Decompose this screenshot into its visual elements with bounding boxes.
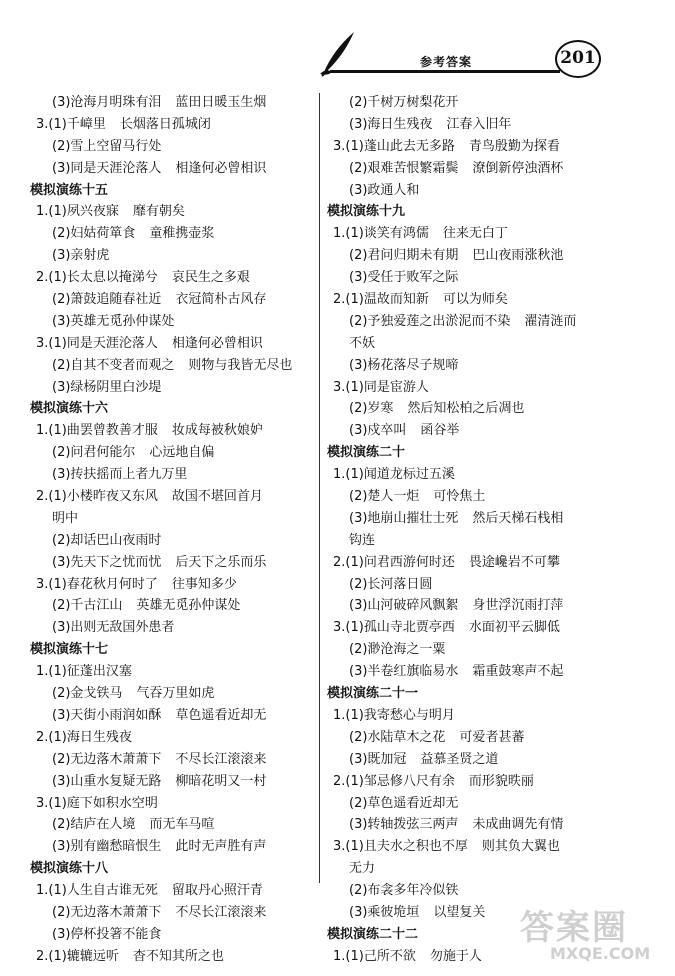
answer-line xyxy=(30,289,315,311)
answer-line xyxy=(30,420,315,442)
answer-text: (3)乘彼垝垣 xyxy=(349,904,420,920)
answer-text: (3)亲射虎 xyxy=(52,248,110,264)
answer-text: 1.(1)谈笑有鸿儒 xyxy=(333,226,429,242)
answer-text-second: 杳不知其所之也 xyxy=(132,948,224,964)
answer-text-second: 霜重鼓寒声不起 xyxy=(472,664,564,680)
answer-text-second: 而无车马喧 xyxy=(149,817,215,833)
answer-line xyxy=(327,508,627,530)
answer-text: (3)抟扶摇而上者九万里 xyxy=(52,467,188,483)
answer-text-second: 往来无白丁 xyxy=(442,226,508,242)
answer-text: (3)先天下之忧而忧 xyxy=(52,554,162,570)
answer-text-second: 未成曲调先有情 xyxy=(472,817,564,833)
answer-line xyxy=(327,289,627,311)
answer-text: (3)绿杨阴里白沙堤 xyxy=(52,379,162,395)
answer-text: 明中 xyxy=(52,510,79,526)
answer-line xyxy=(30,705,315,727)
answer-line xyxy=(327,464,627,486)
answer-text-second: 勿施于人 xyxy=(429,948,482,964)
answer-text-second: 童稚携壶浆 xyxy=(149,226,215,242)
answer-text-second: 身世浮沉雨打萍 xyxy=(472,598,564,614)
answer-text-second: 函谷举 xyxy=(420,423,460,439)
answer-text: 3.(1)千嶂里 xyxy=(36,116,106,132)
answer-line xyxy=(327,245,627,267)
answer-text-second: 相逢何必曾相识 xyxy=(171,335,263,351)
answer-text: 1.(1)曲罢曾教善才服 xyxy=(36,423,158,439)
section-heading xyxy=(327,201,627,223)
answer-line xyxy=(327,639,627,661)
answer-text: (3)别有幽愁暗恨生 xyxy=(52,839,162,855)
answer-text: (2)水陆草木之花 xyxy=(349,729,446,745)
answer-line xyxy=(327,420,627,442)
answer-text: (2)妇姑荷箪食 xyxy=(52,226,136,242)
answer-text: 2.(1)辘辘远听 xyxy=(36,948,119,964)
answer-text: (2)千古江山 xyxy=(52,598,123,614)
answer-text: (3)半卷红旗临易水 xyxy=(349,664,459,680)
answer-text: 1.(1)我寄愁心与明月 xyxy=(333,707,455,723)
watermark-text: 答案圈 xyxy=(520,908,628,948)
answer-line xyxy=(30,355,315,377)
answer-line xyxy=(30,245,315,267)
answer-line xyxy=(30,595,315,617)
answer-line xyxy=(327,814,627,836)
answer-text: (3)转轴拨弦三两声 xyxy=(349,817,459,833)
answer-text-second: 不尽长江滚滚来 xyxy=(175,904,267,920)
answer-line xyxy=(30,727,315,749)
answer-text-second: 相逢何必曾相识 xyxy=(175,160,267,176)
answer-text: 1.(1)闻道龙标过五溪 xyxy=(333,467,455,483)
answer-text: (2)千树万树梨花开 xyxy=(349,95,459,110)
header-rule xyxy=(330,70,560,73)
answer-text: (2)艰难苦恨繁霜鬓 xyxy=(349,160,459,176)
answer-text: (2)无边落木萧萧下 xyxy=(52,751,162,767)
answer-line xyxy=(327,398,627,420)
answer-line xyxy=(30,333,315,355)
answer-line xyxy=(327,595,627,617)
answer-text: (3)出则无敌国外患者 xyxy=(52,620,175,636)
watermark-logo xyxy=(510,900,670,970)
answer-text: 模拟演练十八 xyxy=(30,861,109,877)
answer-text-second: 气吞万里如虎 xyxy=(136,686,215,702)
answer-text: (3)同是天涯沦落人 xyxy=(52,160,162,176)
answer-line xyxy=(30,661,315,683)
answer-line xyxy=(327,180,627,202)
answer-text: 模拟演练二十二 xyxy=(327,926,419,942)
answer-text-second: 畏途巉岩不可攀 xyxy=(468,554,560,570)
answer-text: (2)楚人一炬 xyxy=(349,489,420,505)
answer-text: (3)既加冠 xyxy=(349,751,407,767)
answer-text-second: 可怜焦土 xyxy=(433,489,486,505)
answer-text: (2)箫鼓追随春社近 xyxy=(52,292,162,308)
answer-text: (3)停杯投箸不能食 xyxy=(52,926,162,942)
answer-line xyxy=(327,530,627,552)
answer-text: (2)予独爱莲之出淤泥而不染 xyxy=(349,313,511,329)
page-header xyxy=(0,0,675,90)
answer-text-second: 潦倒新停浊酒杯 xyxy=(472,160,564,176)
answer-text: (3)政通人和 xyxy=(349,182,420,198)
answer-line xyxy=(327,705,627,727)
answer-text-second: 妆成每被秋娘妒 xyxy=(171,423,263,439)
section-heading xyxy=(327,442,627,464)
answer-text: 模拟演练十九 xyxy=(327,204,406,220)
answer-text: (2)君问归期未有期 xyxy=(349,248,459,264)
answer-line xyxy=(327,552,627,574)
answer-text: (2)布衾多年冷似铁 xyxy=(349,883,459,899)
answer-text: (2)却话巴山夜雨时 xyxy=(52,532,162,548)
page-number-badge xyxy=(555,40,601,78)
answer-text: 1.(1)己所不欲 xyxy=(333,948,416,964)
answer-line xyxy=(327,136,627,158)
answer-text: 3.(1)同是宦游人 xyxy=(333,379,429,395)
answer-text-second: 哀民生之多艰 xyxy=(171,270,250,286)
answer-line xyxy=(30,771,315,793)
answer-text: (3)沧海月明珠有泪 xyxy=(52,95,162,110)
answer-text: 3.(1)春花秋月何时了 xyxy=(36,576,158,592)
answer-line xyxy=(30,377,315,399)
answer-line xyxy=(30,267,315,289)
answer-text-second: 则其负大翼也 xyxy=(481,839,560,855)
answer-text-second: 水面初平云脚低 xyxy=(468,620,560,636)
answer-text-second: 心远地自偏 xyxy=(149,445,215,461)
answer-line xyxy=(30,836,315,858)
answer-text: 3.(1)庭下如积水空明 xyxy=(36,795,158,811)
answer-text: 2.(1)温故而知新 xyxy=(333,292,429,308)
answer-text: (3)受任于败军之际 xyxy=(349,270,459,286)
answer-line xyxy=(30,683,315,705)
answer-text-second: 英雄无觅孙仲谋处 xyxy=(136,598,241,614)
answer-line xyxy=(30,311,315,333)
answer-text-second: 江春入旧年 xyxy=(446,116,512,132)
answer-text-second: 然后知松柏之后凋也 xyxy=(407,401,525,417)
answer-line xyxy=(30,530,315,552)
answer-text: (2)问君何能尔 xyxy=(52,445,136,461)
answer-text-second: 可爱者甚蕃 xyxy=(459,729,525,745)
page-number: 201 xyxy=(560,48,596,68)
answer-line xyxy=(327,92,627,114)
answer-line xyxy=(327,486,627,508)
section-heading xyxy=(30,398,315,420)
answer-text-second: 长烟落日孤城闭 xyxy=(119,116,211,132)
answer-text: 模拟演练二十 xyxy=(327,445,406,461)
answer-line xyxy=(30,442,315,464)
answer-line xyxy=(327,333,627,355)
answer-line xyxy=(327,377,627,399)
answer-text: 3.(1)蓬山此去无多路 xyxy=(333,138,455,154)
answer-text: 2.(1)小楼昨夜又东风 xyxy=(36,489,158,505)
answer-line xyxy=(327,617,627,639)
answer-text-second: 则物与我皆无尽也 xyxy=(188,357,293,373)
answer-line xyxy=(327,749,627,771)
answer-line xyxy=(30,158,315,180)
watermark-url: MXQE.COM xyxy=(550,944,651,963)
answer-line xyxy=(327,223,627,245)
answer-text: 2.(1)邹忌修八尺有余 xyxy=(333,773,455,789)
answer-text: 模拟演练十六 xyxy=(30,401,109,417)
section-heading xyxy=(30,180,315,202)
answer-line xyxy=(30,946,315,968)
answer-text: (2)金戈铁马 xyxy=(52,686,123,702)
answer-line xyxy=(30,464,315,486)
answer-text: (3)杨花落尽子规啼 xyxy=(349,357,459,373)
section-heading xyxy=(30,639,315,661)
section-heading xyxy=(30,858,315,880)
answer-text: 无力 xyxy=(349,861,376,877)
answer-text: (2)渺沧海之一粟 xyxy=(349,642,446,658)
answer-text-second: 濯清涟而 xyxy=(524,313,577,329)
answer-text-second: 益慕圣贤之道 xyxy=(420,751,499,767)
answer-text-second: 巴山夜雨涨秋池 xyxy=(472,248,564,264)
answer-line xyxy=(327,311,627,333)
answer-text-second: 后天下之乐而乐 xyxy=(175,554,267,570)
answer-line xyxy=(30,880,315,902)
answer-line xyxy=(327,114,627,136)
answer-text: (3)山河破碎风飘絮 xyxy=(349,598,459,614)
answer-text: (2)长河落日圆 xyxy=(349,576,433,592)
answer-text: 2.(1)长太息以掩涕兮 xyxy=(36,270,158,286)
answer-text: 1.(1)人生自古谁无死 xyxy=(36,883,158,899)
answer-text: 1.(1)夙兴夜寐 xyxy=(36,204,119,220)
answer-text-second: 衣冠简朴古风存 xyxy=(175,292,267,308)
answer-line xyxy=(30,201,315,223)
answer-line xyxy=(327,793,627,815)
answer-text: (3)天街小雨润如酥 xyxy=(52,707,162,723)
answer-text: 3.(1)孤山寺北贾亭西 xyxy=(333,620,455,636)
answer-line xyxy=(327,574,627,596)
answer-text-second: 往事知多少 xyxy=(171,576,237,592)
answer-line xyxy=(327,836,627,858)
answer-text: (2)草色遥看近却无 xyxy=(349,795,459,811)
header-title: 参考答案 xyxy=(420,55,473,69)
answer-line xyxy=(327,880,627,902)
answer-line xyxy=(30,486,315,508)
answer-text-second: 可以为师矣 xyxy=(442,292,508,308)
answer-text-second: 故国不堪回首月 xyxy=(171,489,263,505)
answer-line xyxy=(327,267,627,289)
right-column xyxy=(327,92,627,968)
left-column xyxy=(30,92,315,968)
answer-text: 模拟演练二十一 xyxy=(327,686,419,702)
answer-text: 1.(1)征蓬出汉塞 xyxy=(36,664,132,680)
answer-text-second: 青鸟殷勤为探看 xyxy=(468,138,560,154)
answer-line xyxy=(327,355,627,377)
answer-text: 模拟演练十五 xyxy=(30,182,109,198)
answer-line xyxy=(30,223,315,245)
section-heading xyxy=(327,683,627,705)
answer-line xyxy=(327,661,627,683)
answer-line xyxy=(30,749,315,771)
answer-line xyxy=(30,924,315,946)
column-divider xyxy=(319,93,320,883)
answer-line xyxy=(327,158,627,180)
answer-text: 模拟演练十七 xyxy=(30,642,109,658)
answer-text-second: 而形貌昳丽 xyxy=(468,773,534,789)
answer-text-second: 此时无声胜有声 xyxy=(175,839,267,855)
answer-text: 钩连 xyxy=(349,532,376,548)
answer-text: (2)自其不变者而观之 xyxy=(52,357,175,373)
answer-text-second: 留取丹心照汗青 xyxy=(171,883,263,899)
answer-text: (3)英雄无觅孙仲谋处 xyxy=(52,313,175,329)
answer-text: (3)地崩山摧壮士死 xyxy=(349,510,459,526)
answer-line xyxy=(30,814,315,836)
answer-line xyxy=(30,574,315,596)
answer-line xyxy=(30,902,315,924)
answer-line xyxy=(30,136,315,158)
answer-text-second: 靡有朝矣 xyxy=(132,204,185,220)
answer-text: (3)山重水复疑无路 xyxy=(52,773,162,789)
answer-line xyxy=(30,552,315,574)
answer-text-second: 柳暗花明又一村 xyxy=(175,773,267,789)
answer-line xyxy=(30,617,315,639)
answer-text: (2)无边落木萧萧下 xyxy=(52,904,162,920)
answer-line xyxy=(327,771,627,793)
answer-text: (3)海日生残夜 xyxy=(349,116,433,132)
answer-text-second: 然后天梯石栈相 xyxy=(472,510,564,526)
answer-text: (2)雪上空留马行处 xyxy=(52,138,162,154)
answer-text: 2.(1)问君西游何时还 xyxy=(333,554,455,570)
answer-line xyxy=(30,508,315,530)
answer-text: (2)岁寒 xyxy=(349,401,394,417)
answer-line xyxy=(327,727,627,749)
answer-text-second: 蓝田日暖玉生烟 xyxy=(175,95,267,110)
answer-line xyxy=(30,793,315,815)
answer-line xyxy=(30,92,315,114)
answer-text: 3.(1)且夫水之积也不厚 xyxy=(333,839,468,855)
answer-text: (2)结庐在人境 xyxy=(52,817,136,833)
answer-line xyxy=(30,114,315,136)
answer-text: 2.(1)海日生残夜 xyxy=(36,729,132,745)
answer-text: 3.(1)同是天涯沦落人 xyxy=(36,335,158,351)
answer-text-second: 以望复关 xyxy=(433,904,486,920)
answer-text: 不妖 xyxy=(349,335,376,351)
answer-text-second: 草色遥看近却无 xyxy=(175,707,267,723)
answer-text: (3)戍卒叫 xyxy=(349,423,407,439)
answer-line xyxy=(327,858,627,880)
answer-text-second: 不尽长江滚滚来 xyxy=(175,751,267,767)
